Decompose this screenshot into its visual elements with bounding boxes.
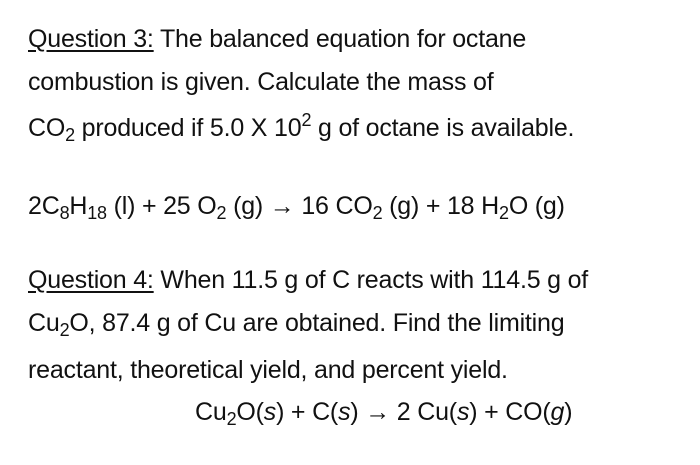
octane-equation xyxy=(28,192,565,224)
eq2-state: s xyxy=(338,398,351,426)
cu2o-text: Cu xyxy=(28,309,60,337)
question-3-line-1 xyxy=(28,27,526,52)
exponent: 2 xyxy=(301,110,312,131)
eq2-part: Cu xyxy=(195,398,227,426)
eq1-part: (g) → 16 CO xyxy=(226,192,373,220)
eq1-part: (g) + 18 H xyxy=(382,192,499,220)
question-3-line-3 xyxy=(28,110,575,146)
eq1-part: O (g) xyxy=(508,192,565,220)
eq2-state: g xyxy=(550,398,565,426)
question-3-label: Question 3: xyxy=(28,25,154,53)
eq2-state: s xyxy=(263,398,277,426)
eq1-sub: 8 xyxy=(59,203,70,224)
question-3-text-3a: produced if 5.0 X 10 xyxy=(74,114,302,142)
eq1-sub: 2 xyxy=(216,203,227,224)
question-3-text-3b: g of octane is available. xyxy=(311,114,575,142)
eq2-part: O( xyxy=(236,398,264,426)
eq1-sub: 2 xyxy=(372,203,383,224)
question-4-label: Question 4: xyxy=(28,266,154,294)
eq1-part: H xyxy=(69,192,88,220)
question-4-line-2 xyxy=(28,309,565,341)
question-4-line-1 xyxy=(28,268,588,293)
question-4-text-3: reactant, theoretical yield, and percent yield. xyxy=(28,356,508,384)
question-3-line-2 xyxy=(28,70,493,95)
copper-oxide-equation xyxy=(195,398,573,430)
eq1-sub: 2 xyxy=(499,203,509,224)
eq2-part: ) + CO( xyxy=(469,398,551,426)
eq2-sub: 2 xyxy=(226,409,237,430)
eq2-part: ) + C( xyxy=(276,398,339,426)
co2-text: CO xyxy=(28,114,66,142)
eq2-part: ) xyxy=(564,398,573,426)
eq1-part: 2C xyxy=(28,192,60,220)
question-4-text-1: When 11.5 g of C reacts with 114.5 g of xyxy=(153,266,589,294)
question-4-line-3 xyxy=(28,358,508,383)
question-3-text-1: The balanced equation for octane xyxy=(153,25,527,53)
eq1-part: (l) + 25 O xyxy=(106,192,217,220)
co2-subscript: 2 xyxy=(65,125,75,146)
question-4-text-2: O, 87.4 g of Cu are obtained. Find the limiting xyxy=(69,309,565,337)
eq2-state: s xyxy=(456,398,470,426)
cu2o-subscript: 2 xyxy=(59,320,70,341)
question-3-text-2: combustion is given. Calculate the mass of xyxy=(28,68,494,96)
eq2-part: ) → 2 Cu( xyxy=(350,398,457,426)
eq1-sub: 18 xyxy=(87,203,107,224)
